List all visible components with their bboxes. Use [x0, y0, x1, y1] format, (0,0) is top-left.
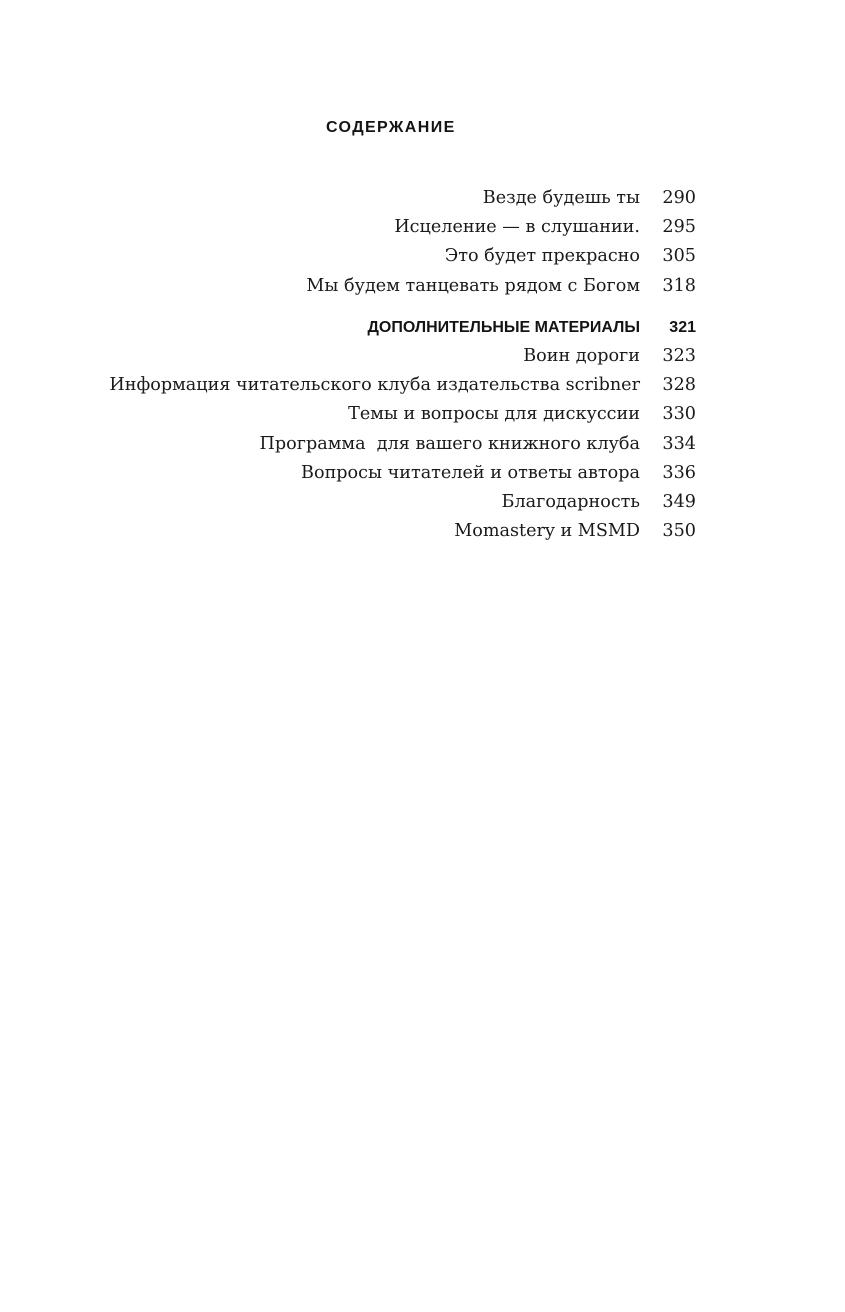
toc-entry-title: Программа для вашего книжного клуба — [259, 433, 640, 454]
toc-entry — [60, 184, 696, 213]
toc-entry-title: Momastery и MSMD — [454, 521, 640, 542]
toc-entry — [60, 517, 696, 546]
toc-entry — [60, 488, 696, 517]
toc-entry — [60, 430, 696, 459]
toc-entry — [60, 371, 696, 400]
toc-entry-page: 323 — [662, 345, 696, 366]
toc-entry — [60, 459, 696, 488]
toc-entry — [60, 272, 696, 301]
toc-heading: СОДЕРЖАНИЕ — [326, 119, 456, 136]
toc-entry-title: Вопросы читателей и ответы автора — [301, 462, 640, 483]
toc-entry — [60, 342, 696, 371]
toc-entry — [60, 242, 696, 271]
toc-entry-title: Исцеление — в слушании. — [394, 217, 640, 238]
toc-entry-title: Везде будешь ты — [482, 188, 640, 208]
toc-entry-page: 290 — [662, 188, 696, 208]
toc-entry-page: 334 — [662, 433, 696, 454]
toc-entry-page: 305 — [662, 246, 696, 267]
toc-entry-page: 318 — [662, 275, 696, 296]
toc-entry-title: Воин дороги — [523, 345, 640, 366]
toc-section-page: 321 — [669, 318, 696, 336]
toc-section-title: ДОПОЛНИТЕЛЬНЫЕ МАТЕРИАЛЫ — [367, 318, 640, 336]
toc-entry-title: Мы будем танцевать рядом с Богом — [306, 275, 640, 296]
toc-section-entry — [60, 313, 696, 342]
toc-entry-page: 328 — [662, 375, 696, 396]
toc-list — [60, 184, 696, 546]
toc-entry-page: 330 — [662, 404, 696, 425]
toc-entry-title: Это будет прекрасно — [444, 246, 640, 267]
toc-entry-title: Информация читательского клуба издательства scribner — [109, 375, 640, 396]
toc-entry-title: Темы и вопросы для дискуссии — [348, 404, 640, 425]
toc-entry-page: 350 — [662, 521, 696, 542]
toc-entry-page: 349 — [662, 491, 696, 512]
toc-entry-title: Благодарность — [501, 491, 640, 512]
toc-entry — [60, 213, 696, 242]
toc-entry — [60, 400, 696, 429]
toc-entry-page: 295 — [662, 217, 696, 238]
toc-entry-page: 336 — [662, 462, 696, 483]
